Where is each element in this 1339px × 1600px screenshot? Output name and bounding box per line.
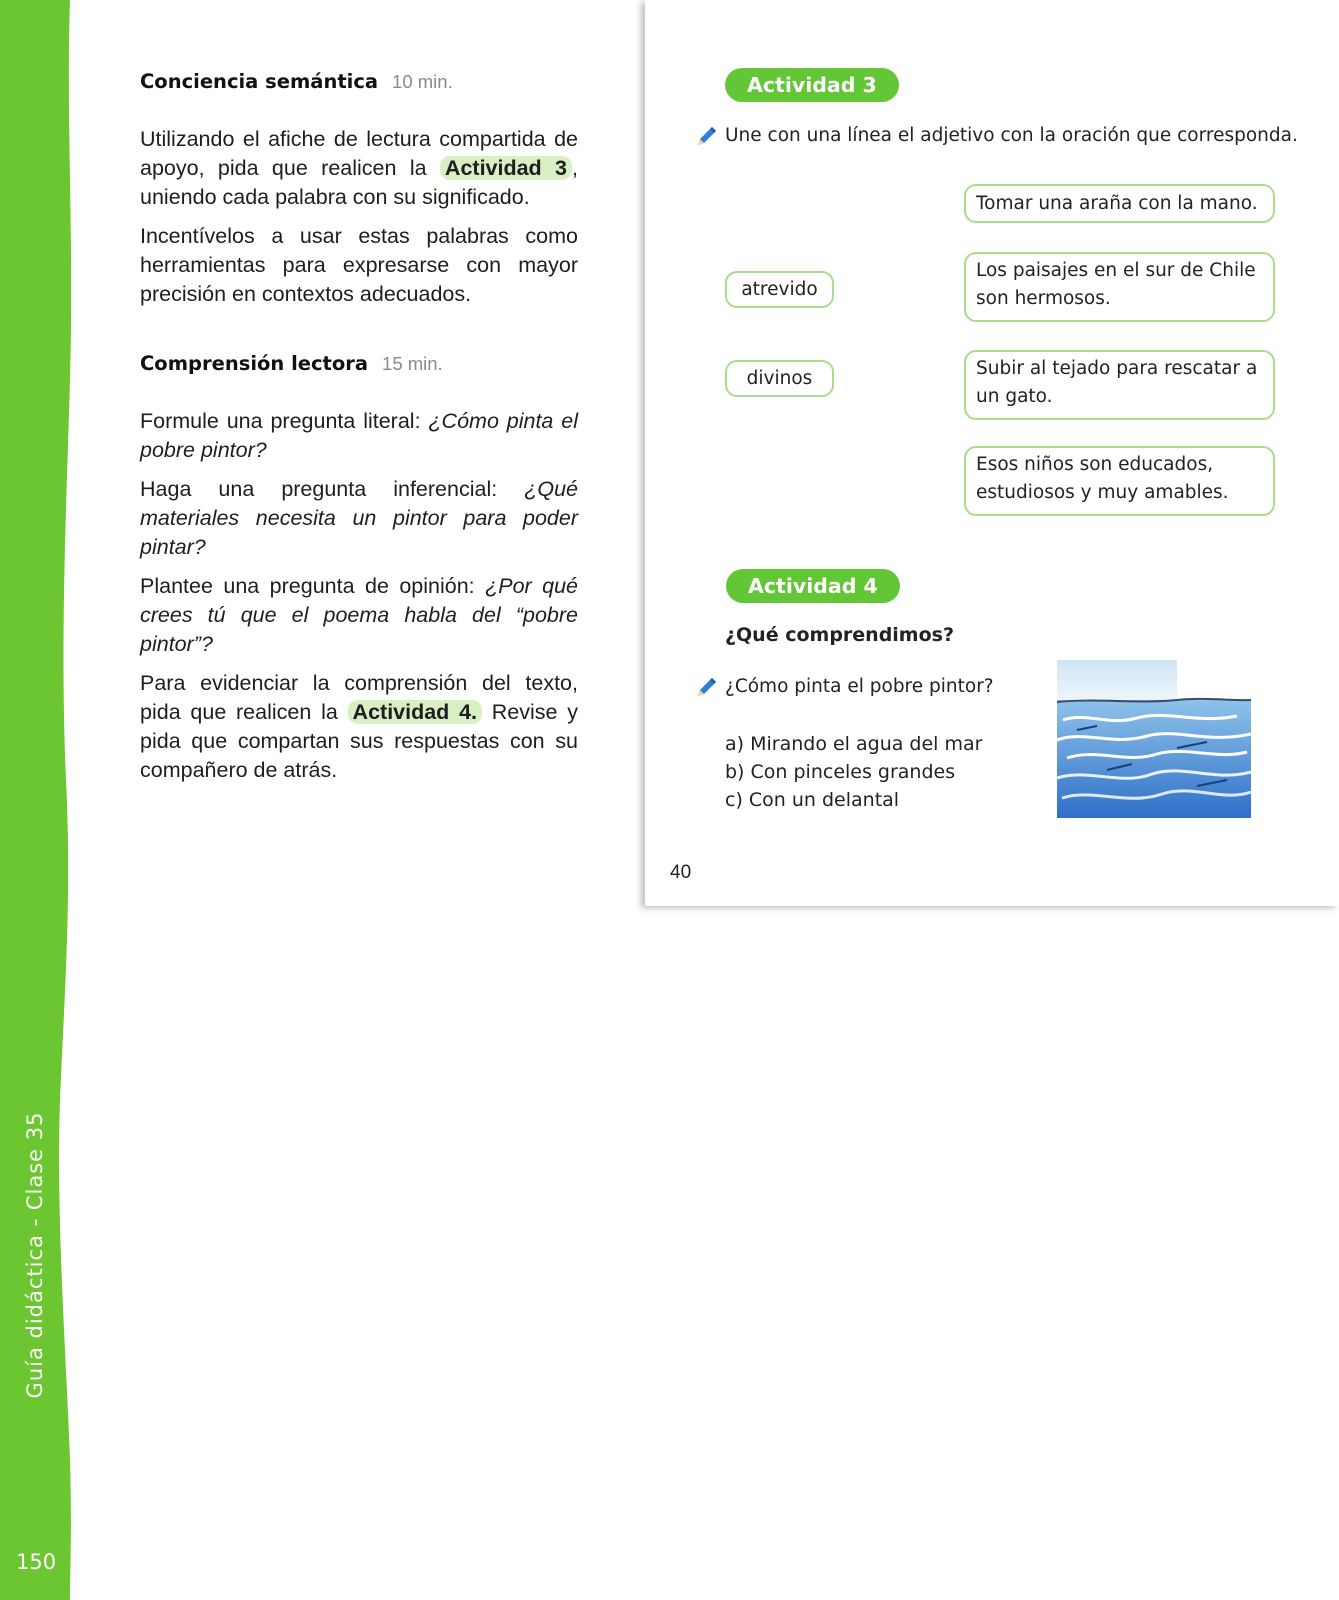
paragraph-text: Formule una pregunta literal:: [140, 409, 429, 433]
activity-3-instruction: Une con una línea el adjetivo con la oración que corresponda.: [725, 125, 1298, 146]
section-heading-semantic: [140, 70, 453, 93]
page-number-right: 40: [670, 862, 692, 883]
paragraph: Incentívelos a usar estas palabras como herramientas para expresarse con mayor precisión en contextos adecuados.: [140, 224, 578, 306]
sentence-box-4: Esos niños son educados, estudiosos y muy amables.: [964, 446, 1275, 516]
word-box-divinos: divinos: [725, 360, 834, 397]
activity-4-question: ¿Cómo pinta el pobre pintor?: [725, 676, 994, 697]
student-page: [645, 0, 1339, 906]
paragraph-text: , uniendo cada palabra con su significado.: [140, 156, 578, 209]
section-title: Conciencia semántica: [140, 70, 379, 93]
paragraph-text: Para evidenciar la comprensión del texto, pida que realicen la: [140, 671, 578, 724]
section-body-semantic: [140, 125, 578, 319]
paragraph-text: Utilizando el afiche de lectura compartida de apoyo, pida que realicen la: [140, 127, 578, 180]
activity-highlight: Actividad 3: [440, 156, 572, 180]
section-time: 15 min.: [382, 353, 443, 374]
section-time: 10 min.: [392, 71, 453, 92]
paragraph: [140, 572, 578, 659]
paragraph: [140, 669, 578, 785]
section-body-reading: [140, 407, 578, 795]
activity-4-badge: Actividad 4: [726, 569, 900, 603]
answer-option-c: c) Con un delantal: [725, 789, 900, 811]
guide-class-label: Guía didáctica - Clase 35: [23, 1111, 47, 1399]
paragraph-text: Revise y pida que compartan sus respuestas con su compañero de atrás.: [140, 700, 578, 782]
section-heading-reading: [140, 352, 443, 375]
question-text: ¿Por qué crees tú que el poema habla del “pobre pintor”?: [140, 574, 578, 656]
activity-4-subtitle: ¿Qué comprendimos?: [725, 624, 954, 646]
word-box-atrevido: atrevido: [725, 271, 834, 308]
sentence-box-2: Los paisajes en el sur de Chile son hermosos.: [964, 252, 1275, 322]
sentence-box-1: Tomar una araña con la mano.: [964, 184, 1275, 223]
pencil-icon: [695, 124, 719, 148]
sentence-box-3: Subir al tejado para rescatar a un gato.: [964, 350, 1275, 420]
answer-option-a: a) Mirando el agua del mar: [725, 733, 983, 755]
section-title: Comprensión lectora: [140, 352, 369, 375]
paragraph-text: Haga una pregunta inferencial:: [140, 477, 525, 501]
pencil-icon: [695, 675, 719, 699]
side-band: [0, 0, 74, 1600]
answer-option-b: b) Con pinceles grandes: [725, 761, 956, 783]
paragraph: [140, 407, 578, 465]
page-number-left: 150: [16, 1550, 57, 1574]
sea-illustration: [1057, 660, 1251, 820]
question-text: ¿Cómo pinta el pobre pintor?: [140, 409, 578, 462]
answer-options: [725, 730, 982, 814]
paragraph: [140, 475, 578, 562]
question-text: ¿Qué materiales necesita un pintor para poder pintar?: [140, 477, 578, 559]
activity-3-badge: Actividad 3: [725, 68, 899, 102]
paragraph-text: Plantee una pregunta de opinión:: [140, 574, 486, 598]
paragraph: [140, 125, 578, 212]
activity-highlight: Actividad 4.: [348, 700, 482, 724]
